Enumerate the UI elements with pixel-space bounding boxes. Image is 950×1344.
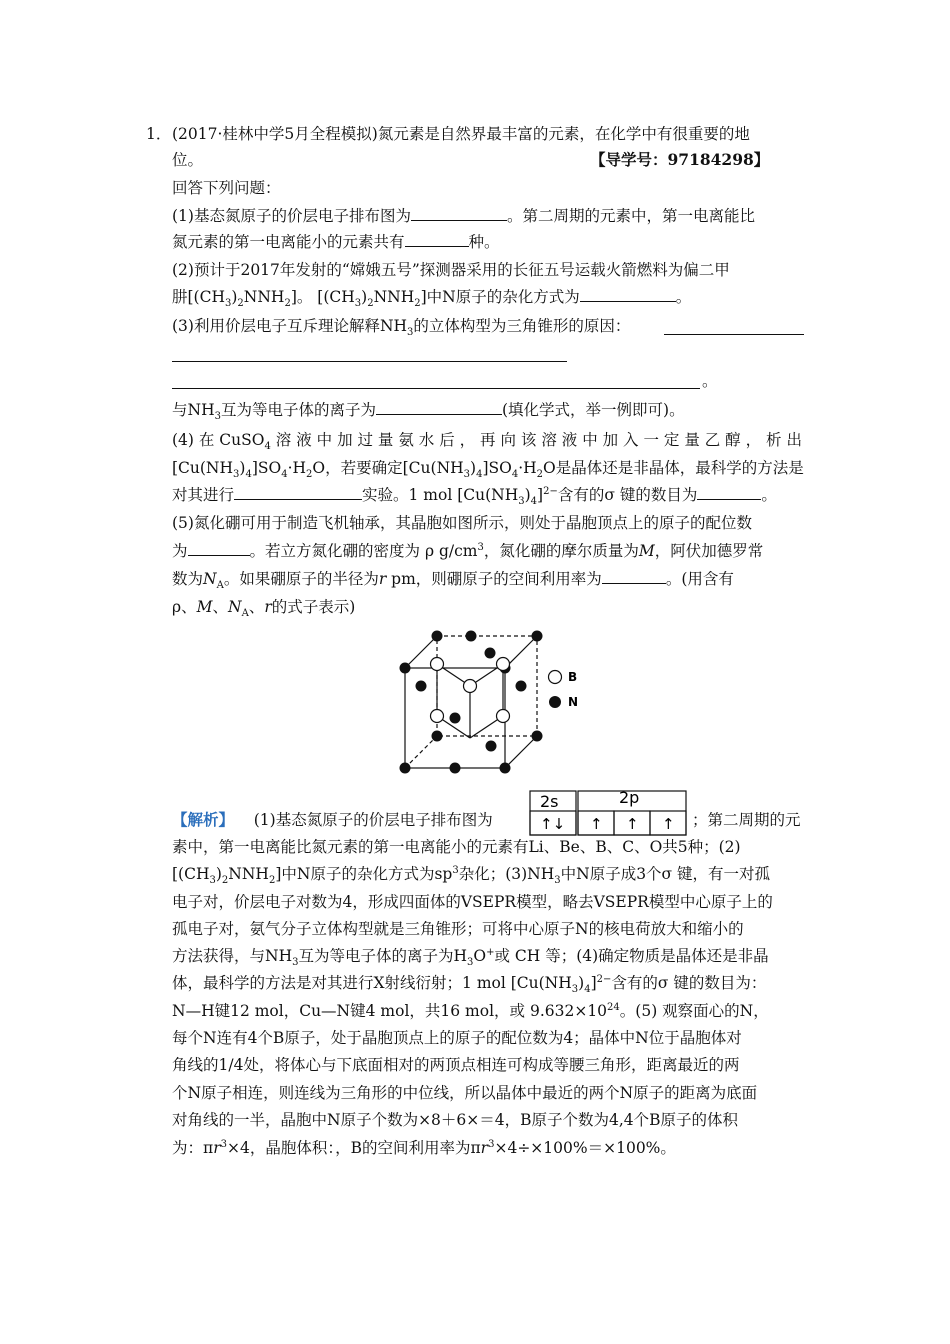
part-4-line-3: 对其进行 实验。1 mol $[Cu(NH_3)_4]^{2-}$含有的σ 键的数目为 。 [172,485,777,508]
part-1-line-2: 氮元素的第一电离能小的元素共有 种。 [172,233,500,251]
n-atom [516,681,527,692]
answer-blank[interactable] [405,232,469,247]
b-atom [431,658,444,671]
n-atom [486,741,497,752]
orbital-2s-electrons: ↑↓ [540,815,566,833]
part-5-line-3: 数为$N_A$。如果硼原子的半径为r pm，则硼原子的空间利用率为 。(用含有 [172,570,734,592]
n-atom [532,731,543,742]
answer-blank[interactable] [602,569,666,584]
period-mark: 。 [702,372,718,390]
answer-blank[interactable] [664,334,804,335]
orbital-2p-electron: ↑ [662,815,675,833]
part-3-line-1: (3)利用价层电子互斥理论解释$NH_3$的立体构型为三角锥形的原因： [172,317,631,339]
orbital-2p-electron: ↑ [626,815,639,833]
orbital-diagram [526,788,688,836]
question-line-2: 位。 [172,151,204,169]
part-4-line-1: (4) 在 CuSO$_4$ 溶 液 中 加 过 量 氨 水 后 ， 再 向 该 溶 液 中 加 入 一 定 量 乙 醇 ， 析 出 [172,431,802,453]
orbital-2p-label: 2p [619,788,640,807]
analysis-line-9: 每个N连有4个B原子，处于晶胞顶点上的原子的配位数为4；晶体中N位于晶胞体对 [172,1029,742,1047]
b-atom [464,680,477,693]
analysis-line-10: 角线的1/4处，将体心与下底面相对的两顶点相连可构成等腰三角形，距离最近的两 [172,1056,740,1074]
orbital-2p-electron: ↑ [590,815,603,833]
n-atom [432,731,443,742]
analysis-line-11: 个N原子相连，则连线为三角形的中位线，所以晶体中最近的两个N原子的距离为底面 [172,1084,758,1102]
intro-text: 回答下列问题： [172,179,281,197]
answer-blank[interactable] [697,485,761,500]
b-atom [497,658,510,671]
n-atom [466,631,477,642]
legend-n-label: N [568,695,579,709]
analysis-line-12: 对角线的一半，晶胞中N原子个数为×8＋6×＝4，B原子个数为4,4个B原子的体积 [172,1111,739,1129]
part-5-line-1: (5)氮化硼可用于制造飞机轴承，其晶胞如图所示，则处于晶胞顶点上的原子的配位数 [172,514,752,532]
part-3-line-4: 与$NH_3$互为等电子体的离子为 (填化学式，举一例即可)。 [172,401,685,423]
n-atom [400,663,411,674]
guide-number: 【导学号：97184298】 [590,150,770,169]
question-number: 1． [146,125,172,143]
n-atom [400,763,411,774]
part-2-line-2: 肼$[(CH_3)_2NNH_2]$。 $[(CH_3)_2NNH_2]$中N原子的杂化方式为 。 [172,288,692,310]
answer-blank[interactable] [172,388,700,389]
analysis-line-5: 孤电子对，氨气分子立体构型就是三角锥形；可将中心原子N的核电荷放大和缩小的 [172,920,744,938]
analysis-line-3: $[(CH_3)_2NNH_2]$中N原子的杂化方式为$sp^3$杂化；$(3)NH_3$中N原子成3个σ 键，有一对孤 [172,864,771,887]
analysis-line-13: 为：$\pi r^3\times 4$，晶胞体积：，B的空间利用率为$\pi r^3\times 4\div\times 100\%=\times 100\%$。 [172,1138,676,1157]
crystal-cell-figure [395,626,595,774]
n-atom [432,631,443,642]
analysis-tag: 【解析】 [172,810,235,829]
orbital-2s-label: 2s [540,792,559,811]
analysis-line-4: 电子对，价层电子对数为4，形成四面体的VSEPR模型，略去VSEPR模型中心原子上的 [172,893,773,911]
part-5-line-4: ρ、M、$N_A$、r的式子表示) [172,598,356,620]
analysis-line-6: 方法获得，与$NH_3$互为等电子体的离子为$H_3O^+$或 CH 等；(4)确定物质是晶体还是非晶 [172,946,769,969]
n-atom [416,681,427,692]
n-atom [450,763,461,774]
part-1-line-1: (1)基态氮原子的价层电子排布图为 。第二周期的元素中，第一电离能比 [172,207,755,225]
part-5-line-2: 为 。若立方氮化硼的密度为 ρ $g/cm^3$，氮化硼的摩尔质量为M，阿伏加德罗常 [172,541,764,560]
part-4-line-2: $[Cu(NH_3)_4]SO_4\cdot H_2O$，若要确定$[Cu(NH_3)_4]SO_4\cdot H_2O$是晶体还是非晶体，最科学的方法是 [172,459,804,481]
legend-b-marker [549,671,562,684]
legend-b-label: B [568,670,578,684]
answer-blank[interactable] [188,541,250,556]
part-2-line-1: (2)预计于2017年发射的“嫦娥五号”探测器采用的长征五号运载火箭燃料为偏二甲 [172,261,730,279]
answer-blank[interactable] [411,206,507,221]
answer-blank[interactable] [172,361,567,362]
answer-blank[interactable] [376,400,502,415]
analysis-line-1: 【解析】 (1)基态氮原子的价层电子排布图为 [172,810,493,829]
n-atom [500,763,511,774]
n-atom [450,713,461,724]
answer-blank[interactable] [580,287,676,302]
analysis-line-8: N—H键12 mol，Cu—N键4 mol，共16 mol，或 $9.632\times 10^{24}$。(5) 观察面心的N， [172,1001,769,1020]
n-atom [485,648,496,659]
legend-n-marker [549,696,561,708]
b-atom [431,710,444,723]
analysis-line-1-end: ；第二周期的元 [692,811,801,829]
analysis-line-7: 体，最科学的方法是对其进行X射线衍射；1 mol $[Cu(NH_3)_4]^{2-}$含有的σ 键的数目为： [172,973,767,996]
n-atom [532,631,543,642]
question-line-1: (2017·桂林中学5月全程模拟)氮元素是自然界最丰富的元素，在化学中有很重要的地 [172,125,750,143]
analysis-line-2: 素中，第一电离能比氮元素的第一电离能小的元素有Li、Be、B、C、O共5种；(2) [172,838,741,856]
b-atom [497,710,510,723]
answer-blank[interactable] [234,485,362,500]
